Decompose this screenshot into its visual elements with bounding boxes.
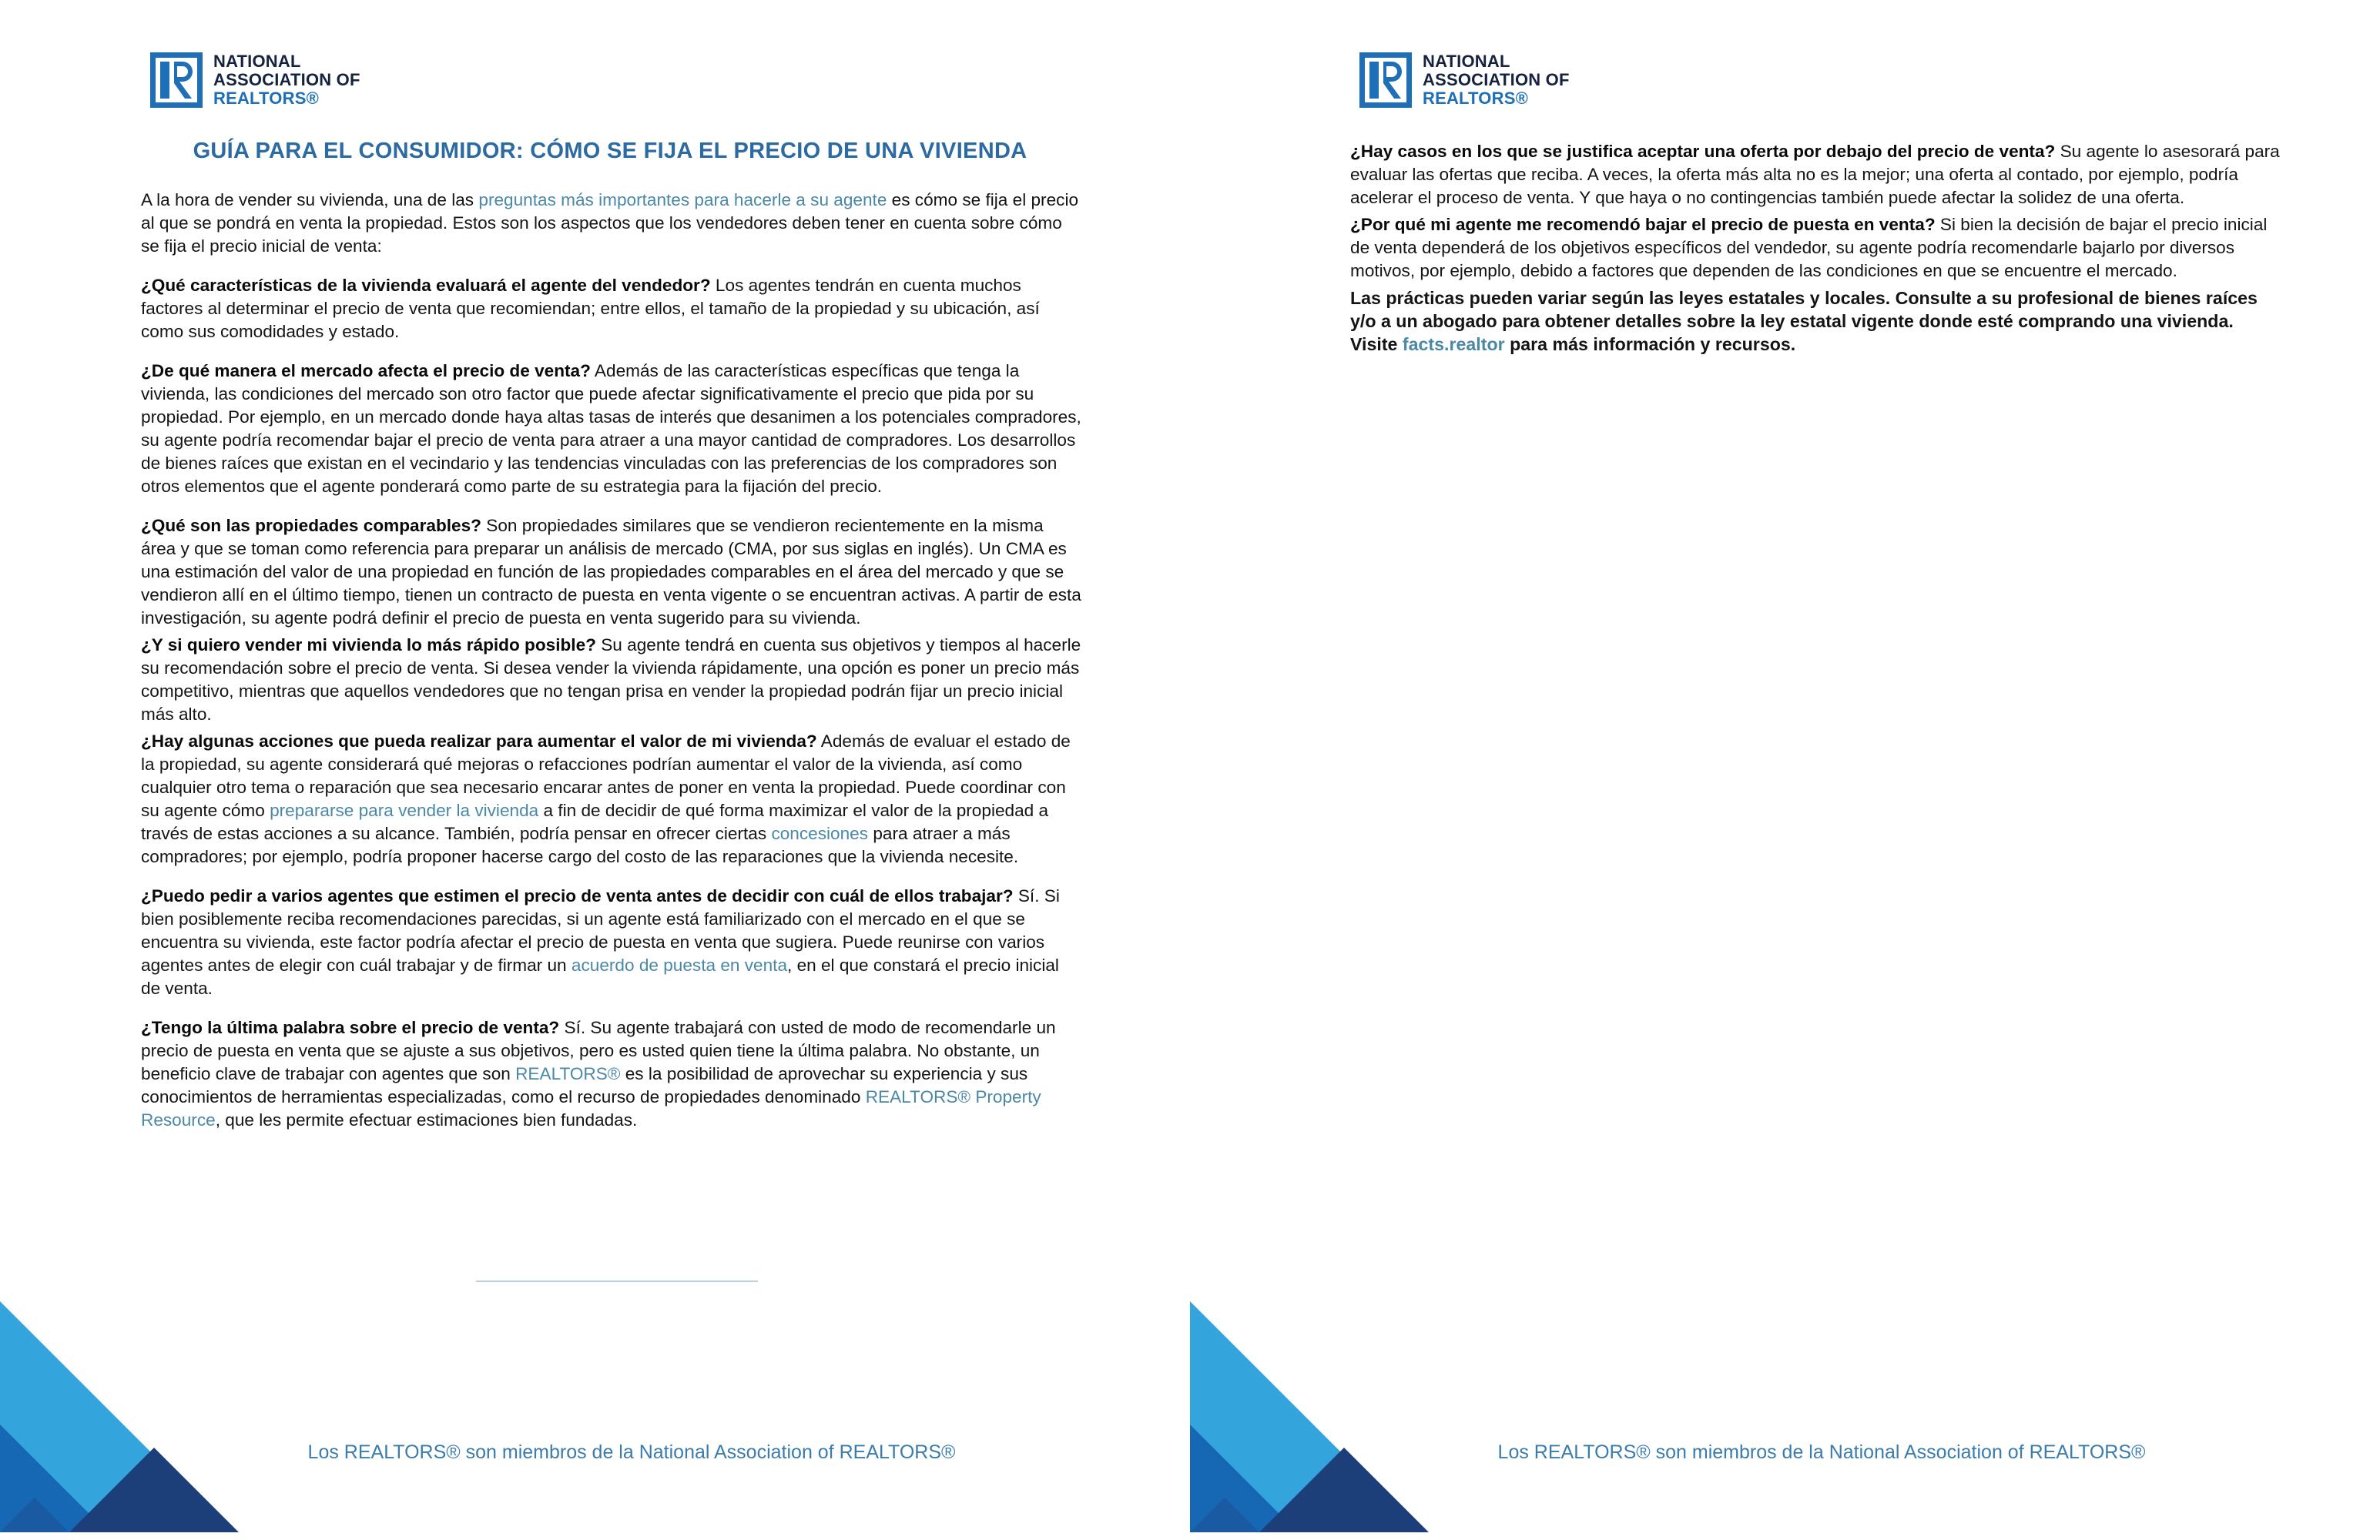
prepare-to-sell-link[interactable]: prepararse para vender la vivienda [270,801,539,820]
logo-wordmark [213,52,360,108]
intro-text-a: A la hora de vender su vivienda, una de las [141,190,479,209]
faq-question: ¿Puedo pedir a varios agentes que estimen el precio de venta antes de decidir con cuál de ellos trabajar? [141,886,1014,906]
faq-answer-b: es la posibilidad de aprovechar su experiencia y sus conocimientos de herramientas especializadas, como el recurso de propiedades denominado [141,1064,1028,1106]
corner-triangles-decoration [0,1294,246,1540]
facts-realtor-link[interactable]: facts.realtor [1402,334,1505,354]
faq-question: ¿Qué son las propiedades comparables? [141,516,481,535]
faq-item-several-agents [141,885,1082,1000]
faq-answer: Su agente lo asesorará para evaluar las ofertas que reciba. A veces, la oferta más alta no es la mejor; una oferta al contado, por ejemplo, podría acelerar el proceso de venta. Y que haya o no contingencias también puede afectar la solidez de una oferta. [1350,142,2280,207]
faq-answer: Son propiedades similares que se vendieron recientemente en la misma área y que se toman como referencia para preparar un análisis de mercado (CMA, por sus siglas en inglés). Un CMA es una estimación del valor de una propiedad en función de las propiedades comparables en el área del mercado y que se vendieron allí en el último tiempo, tienen un contracto de puesta en venta vigente o se encuentran activas. A partir de esta investigación, su agente podrá definir el precio de puesta en venta sugerido para su vivienda. [141,516,1081,628]
realtors-link[interactable]: REALTORS® [515,1064,621,1083]
logo-line-3: REALTORS® [1423,89,1528,108]
logo-line-2: ASSOCIATION OF [213,70,360,89]
faq-item-characteristics [141,274,1082,343]
faq-question: ¿Y si quiero vender mi vivienda lo más rápido posible? [141,635,596,654]
faq-answer-b: a fin de decidir de qué forma maximizar el valor de la propiedad a través de estas acciones a su alcance. También, podría pensar en ofrecer ciertas [141,801,1049,843]
realtor-r-logo-icon [150,52,203,108]
nar-logo [150,52,381,109]
intro-paragraph [141,189,1082,258]
nar-logo [1359,52,1591,109]
logo-line-3: REALTORS® [213,89,319,108]
page-2-body [1350,140,2282,372]
logo-line-1: NATIONAL [1423,52,1510,71]
faq-item-sell-fast [141,634,1082,726]
closing-note [1350,286,2282,356]
faq-item-below-price-offer [1350,140,2282,209]
faq-item-increase-value [141,730,1082,869]
realtor-r-logo-icon [1359,52,1412,108]
closing-text-b: para más información y recursos. [1504,334,1796,354]
faq-question: ¿De qué manera el mercado afecta el precio de venta? [141,361,591,380]
page-title: GUÍA PARA EL CONSUMIDOR: CÓMO SE FIJA EL PRECIO DE UNA VIVIENDA [193,139,1027,163]
faq-answer-a: Además de evaluar el estado de la propiedad, su agente considerará qué mejoras o refacciones podrían aumentar el valor de la vivienda, así como cualquier otro tema o reparación que sea necesario encarar antes de poner en venta la propiedad. Puede coordinar con su agente cómo [141,732,1071,820]
footer-note: Los REALTORS® son miembros de la National Association of REALTORS® [307,1441,956,1463]
intro-text-b: es cómo se fija el precio al que se pondrá en venta la propiedad. Estos son los aspectos que los vendedores deben tener en cuenta sobre cómo se fija el precio inicial de venta: [141,190,1079,256]
footer-note: Los REALTORS® son miembros de la National Association of REALTORS® [1497,1441,2146,1463]
faq-question: ¿Tengo la última palabra sobre el precio de venta? [141,1018,560,1037]
faq-answer: Su agente tendrá en cuenta sus objetivos y tiempos al hacerle su recomendación sobre el precio de venta. Si desea vender la vivienda rápidamente, una opción es poner un precio más competitivo, mientras que aquellos vendedores que no tengan prisa en vender la propiedad podrán fijar un precio inicial más alto. [141,635,1081,724]
logo-line-2: ASSOCIATION OF [1423,70,1570,89]
faq-answer: Los agentes tendrán en cuenta muchos factores al determinar el precio de venta que recomiendan; entre ellos, el tamaño de la propiedad y su ubicación, así como sus comodidades y estado. [141,276,1040,341]
faq-question: ¿Hay casos en los que se justifica aceptar una oferta por debajo del precio de venta? [1350,142,2056,161]
faq-answer-c: , que les permite efectuar estimaciones bien fundadas. [215,1110,638,1130]
faq-item-lower-price [1350,213,2282,283]
divider [476,1281,758,1282]
closing-text-a: Las prácticas pueden variar según las leyes estatales y locales. Consulte a su profesional de bienes raíces y/o a un abogado para obtener detalles sobre la ley estatal vigente donde esté comprando una vivienda. Visite [1350,288,2258,354]
faq-question: ¿Por qué mi agente me recomendó bajar el precio de puesta en venta? [1350,215,1936,234]
faq-answer-a: Sí. Su agente trabajará con usted de modo de recomendarle un precio de puesta en venta que se ajuste a sus objetivos, pero es usted quien tiene la última palabra. No obstante, un beneficio clave de trabajar con agentes que son [141,1018,1056,1083]
concessions-link[interactable]: concesiones [771,824,869,843]
faq-question: ¿Hay algunas acciones que pueda realizar para aumentar el valor de mi vivienda? [141,732,817,751]
logo-line-1: NATIONAL [213,52,301,71]
faq-answer-c: para atraer a más compradores; por ejemplo, podría proponer hacerse cargo del costo de las reparaciones que la vivienda necesite. [141,824,1019,866]
logo-wordmark [1423,52,1570,108]
questions-link[interactable]: preguntas más importantes para hacerle a su agente [478,190,887,209]
page-1-body [141,189,1082,1148]
listing-agreement-link[interactable]: acuerdo de puesta en venta [571,956,788,975]
faq-question: ¿Qué características de la vivienda evaluará el agente del vendedor? [141,276,711,295]
faq-item-market [141,360,1082,498]
page-2 [1190,0,2380,1540]
rpr-link[interactable]: REALTORS® Property Resource [141,1087,1041,1130]
faq-item-comparables [141,514,1082,630]
faq-answer-a: Sí. Si bien posiblemente reciba recomendaciones parecidas, si un agente está familiarizado con el mercado en el que se encuentra su vivienda, este factor podría afectar el precio de puesta en venta que sugiera. Puede reunirse con varios agentes antes de elegir con cuál trabajar y de firmar un [141,886,1060,975]
faq-answer: Además de las características específicas que tenga la vivienda, las condiciones del mercado son otro factor que puede afectar significativamente el precio que pida por su propiedad. Por ejemplo, en un mercado donde haya altas tasas de interés que desanimen a los potenciales compradores, su agente podría recomendar bajar el precio de venta para atraer a una mayor cantidad de compradores. Los desarrollos de bienes raíces que existan en el vecindario y las tendencias vinculadas con las preferencias de los compradores son otros elementos que el agente ponderará como parte de su estrategia para la fijación del precio. [141,361,1081,496]
faq-answer-b: , en el que constará el precio inicial de venta. [141,956,1059,998]
corner-triangles-decoration [1190,1294,1436,1540]
faq-item-final-word [141,1016,1082,1132]
faq-answer: Si bien la decisión de bajar el precio inicial de venta dependerá de los objetivos específicos del vendedor, su agente podría recomendarle bajarlo por diversos motivos, por ejemplo, debido a factores que dependen de las condiciones en que se encuentre el mercado. [1350,215,2268,280]
